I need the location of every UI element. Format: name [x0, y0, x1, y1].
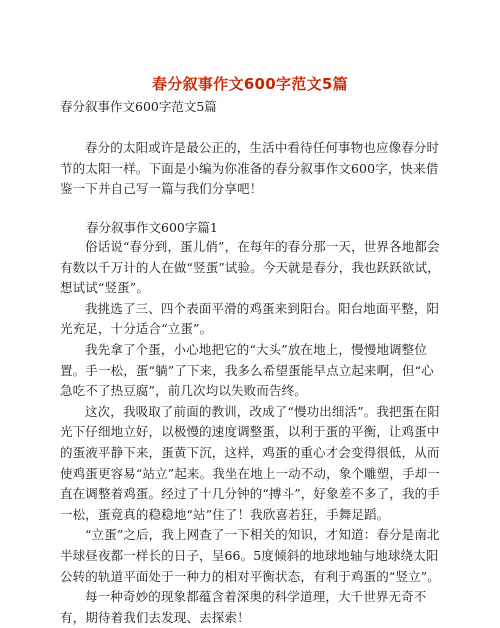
intro-paragraph: 春分的太阳或许是最公正的，生活中看待任何事物也应像春分时节的太阳一样。下面是小编为你准备的春分叙事作文600字，快来借鉴一下并自己写一篇与我们分享吧！ [60, 140, 440, 197]
essay-paragraph: 我先拿了个蛋，小心地把它的“大头”放在地上，慢慢地调整位置。手一松，蛋“躺”了下来，我多么希望蛋能早点立起来啊，但“心急吃不了热豆腐”，前几次均以失败而告终。 [60, 341, 434, 399]
essay-paragraph: 俗话说“春分到，蛋儿俏”，在每年的春分那一天，世界各地都会有数以千万计的人在做“竖蛋”试验。今天就是春分，我也跃跃欲试，想试试“竖蛋”。 [60, 239, 440, 296]
essay-paragraph: 每一种奇妙的现象都蕴含着深奥的科学道理，大千世界无奇不有，期待着我们去发现、去探索！ [60, 589, 427, 625]
essay-paragraph: 这次，我吸取了前面的教训，改成了“慢功出细活”。我把蛋在阳光下仔细地立好，以极慢的速度调整蛋，以利于蛋的平衡，让鸡蛋中的蛋液平静下来，蛋黄下沉，这样，鸡蛋的重心才会变得很低，从而使鸡蛋更容易“站立”起来。我坐在地上一动不动，象个雕塑，手却一直在调整着鸡蛋。经过了十几分钟的“搏斗”，好象差不多了，我的手一松，蛋竟真的稳稳地“站”住了！我欣喜若狂，手舞足蹈。 [60, 403, 440, 522]
intro-paragraph-block [60, 138, 442, 200]
section-title: 春分叙事作文600字篇1 [86, 220, 218, 235]
document-subtitle: 春分叙事作文600字范文5篇 [60, 99, 217, 114]
document-title: 春分叙事作文600字范文5篇 [152, 75, 348, 93]
essay-paragraph: “立蛋”之后，我上网查了一下相关的知识，才知道：春分是南北半球昼夜都一样长的日子，呈66。5度倾斜的地球地轴与地球绕太阳公转的轨道平面处于一种力的相对平衡状态，有利于鸡蛋的“竖立”。 [60, 527, 440, 584]
essay-body [60, 237, 442, 628]
essay-paragraph: 我挑选了三、四个表面平滑的鸡蛋来到阳台。阳台地面平整，阳光充足，十分适合“立蛋”。 [60, 300, 440, 337]
